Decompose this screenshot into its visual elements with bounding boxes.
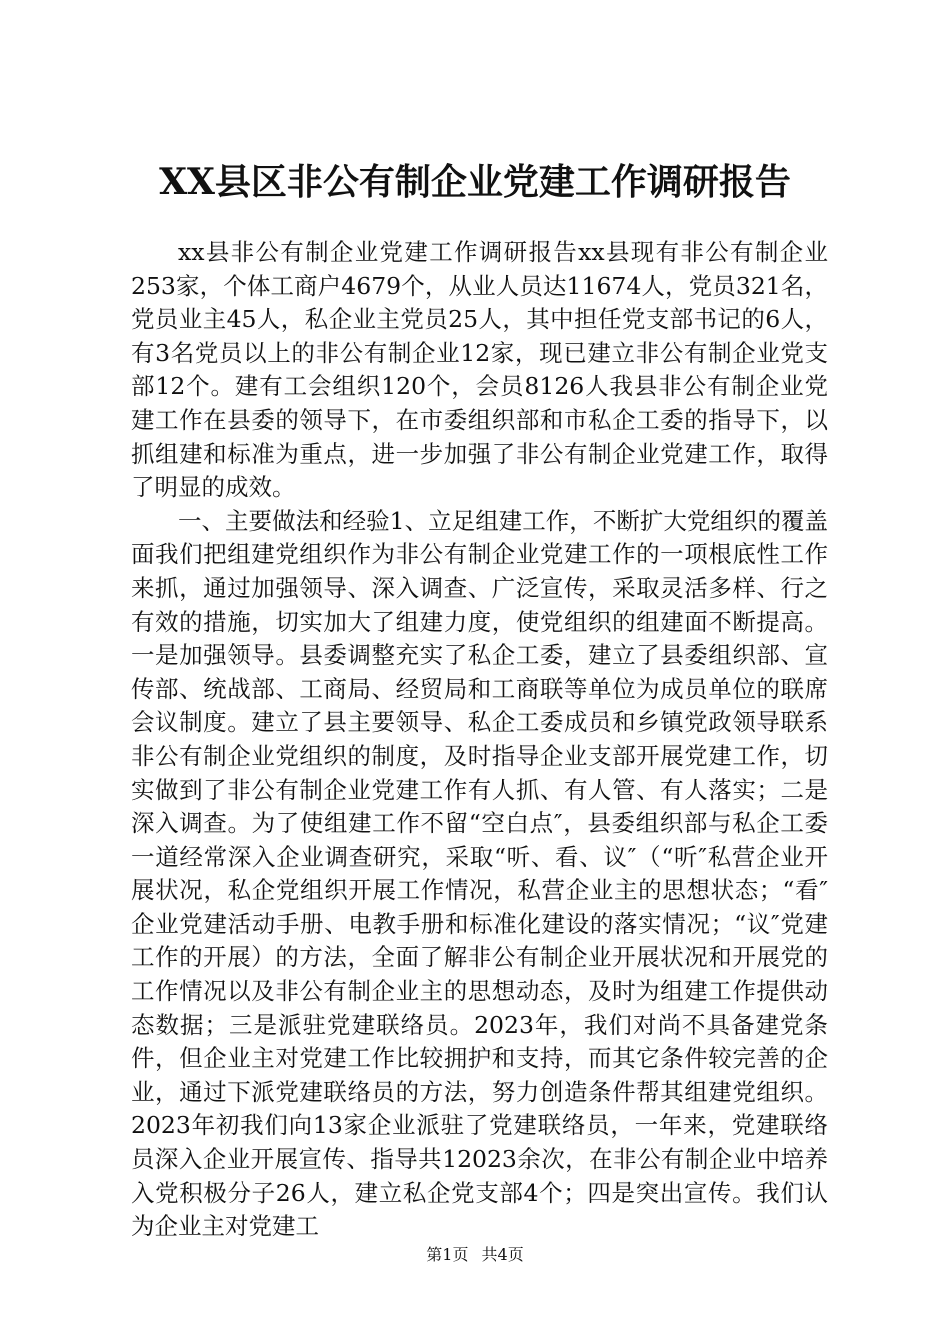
paragraph-intro: xx县非公有制企业党建工作调研报告xx县现有非公有制企业253家，个体工商户4679个，从业人员达11674人，党员321名，党员业主45人，私企业主党员25人，其中担任党支部书记的6人，有3名党员以上的非公有制企业12家，现已建立非公有制企业党支部12个。建有工会组织120个，会员8126人我县非公有制企业党建工作在县委的领导下，在市委组织部和市私企工委的指导下，以抓组建和标准为重点，进一步加强了非公有制企业党建工作，取得了明显的成效。 xyxy=(131,238,828,502)
page-total: 共4页 xyxy=(481,1245,524,1264)
paragraph-main-practices: 一、主要做法和经验1、立足组建工作，不断扩大党组织的覆盖面我们把组建党组织作为非公有制企业党建工作的一项根底性工作来抓，通过加强领导、深入调查、广泛宣传，采取灵活多样、行之有效的措施，切实加大了组建力度，使党组织的组建面不断提高。一是加强领导。县委调整充实了私企工委，建立了县委组织部、宣传部、统战部、工商局、经贸局和工商联等单位为成员单位的联席会议制度。建立了县主要领导、私企工委成员和乡镇党政领导联系非公有制企业党组织的制度，及时指导企业支部开展党建工作，切实做到了非公有制企业党建工作有人抓、有人管、有人落实；二是深入调查。为了使组建工作不留“空白点″，县委组织部与私企工委一道经常深入企业调查研究，采取“听、看、议″（“听″私营企业开展状况，私企党组织开展工作情况，私营企业主的思想状态；“看″企业党建活动手册、电教手册和标准化建设的落实情况；“议″党建工作的开展）的方法，全面了解非公有制企业开展状况和开展党的工作情况以及非公有制企业主的思想动态，及时为组建工作提供动态数据；三是派驻党建联络员。2023年，我们对尚不具备建党条件，但企业主对党建工作比较拥护和支持，而其它条件较完善的企业，通过下派党建联络员的方法，努力创造条件帮其组建党组织。2023年初我们向13家企业派驻了党建联络员，一年来，党建联络员深入企业开展宣传、指导共12023余次，在非公有制企业中培养入党积极分子26人，建立私企党支部4个；四是突出宣传。我们认为企业主对党建工 xyxy=(131,506,828,1241)
document-title: XX县区非公有制企业党建工作调研报告 xyxy=(159,161,791,203)
page-number: 第1页 xyxy=(426,1245,469,1264)
page-footer xyxy=(0,1244,950,1266)
document-body xyxy=(131,236,828,1244)
